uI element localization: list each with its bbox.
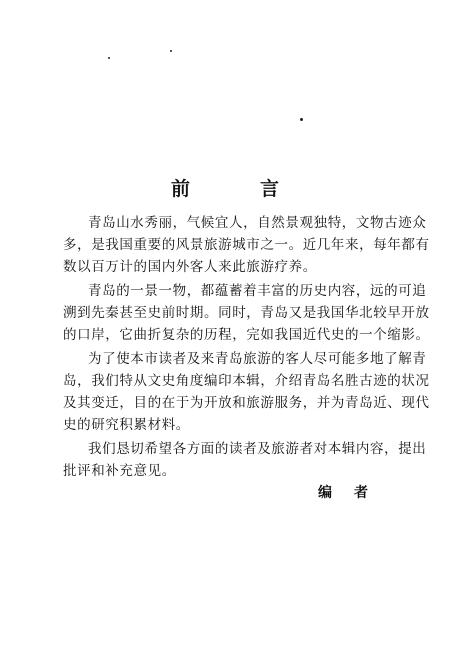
paragraph-3-line-3: 及其变迁，目的在于为开放和旅游服务，并为青岛近、现代 bbox=[63, 395, 430, 411]
signature-char-2: 者 bbox=[354, 485, 368, 501]
paragraph-4-line-1: 我们恳切希望各方面的读者及旅游者对本辑内容，提出 bbox=[88, 441, 427, 457]
paragraph-3-line-1: 为了使本市读者及来青岛旅游的客人尽可能多地了解青 bbox=[88, 351, 427, 367]
signature-char-1: 编 bbox=[318, 485, 332, 501]
paragraph-4-line-2: 批评和补充意见。 bbox=[63, 463, 176, 479]
paragraph-3-line-4: 史的研究积累材料。 bbox=[63, 417, 190, 433]
paragraph-2-line-2: 溯到先秦甚至史前时期。同时，青岛又是我国华北较早开放 bbox=[63, 305, 430, 321]
preface-title bbox=[0, 174, 450, 201]
paragraph-2-line-1: 青岛的一景一物，都蕴蓄着丰富的历史内容，远的可追 bbox=[88, 283, 427, 299]
paragraph-1-line-3: 数以百万计的国内外客人来此旅游疗养。 bbox=[63, 259, 317, 275]
title-char-2: 言 bbox=[260, 178, 280, 200]
paragraph-3-line-2: 岛，我们特从文史角度编印本辑，介绍青岛名胜古迹的状况 bbox=[63, 373, 430, 389]
author-signature bbox=[318, 482, 368, 502]
scan-speck bbox=[300, 118, 303, 121]
paragraph-1-line-1: 青岛山水秀丽，气候宜人，自然景观独特，文物古迹众 bbox=[88, 215, 427, 231]
scan-speck bbox=[108, 57, 110, 59]
paragraph-1-line-2: 多，是我国重要的风景旅游城市之一。近几年来，每年都有 bbox=[63, 237, 430, 253]
title-char-1: 前 bbox=[170, 178, 190, 200]
paragraph-2-line-3: 的口岸，它曲折复杂的历程，完如我国近代史的一个缩影。 bbox=[63, 327, 430, 343]
scan-speck bbox=[170, 50, 172, 52]
